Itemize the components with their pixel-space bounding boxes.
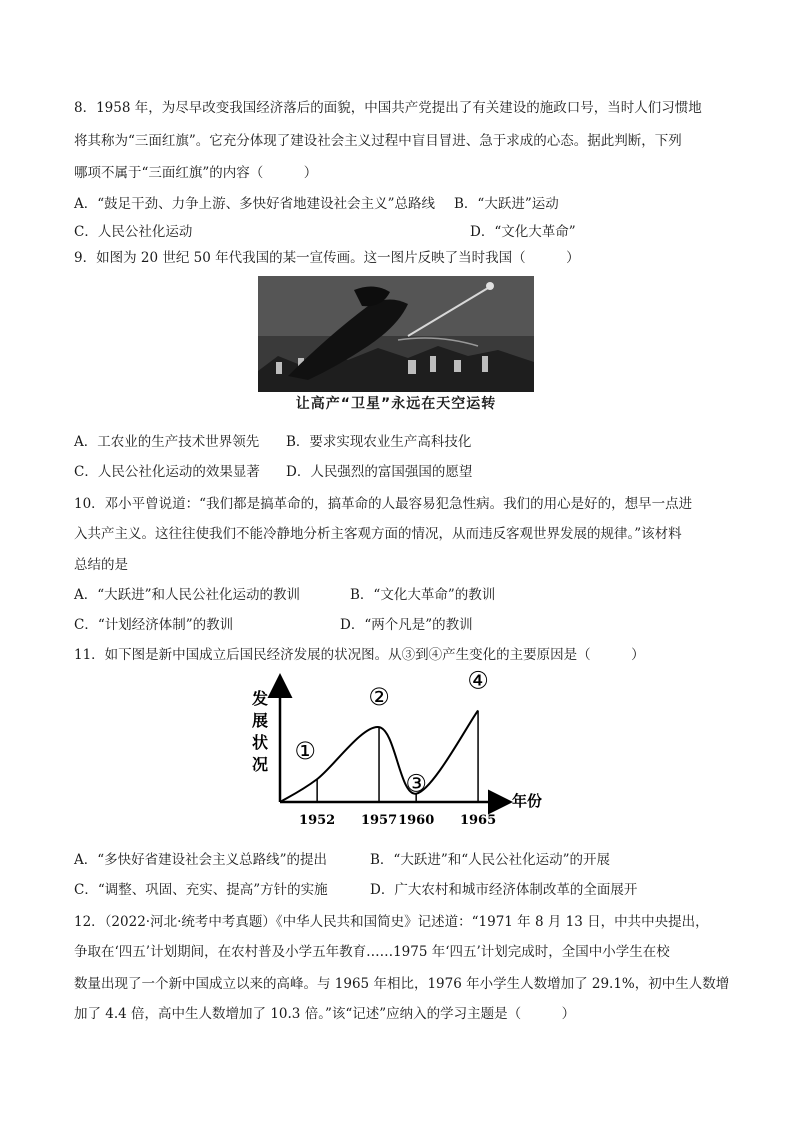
q9-option-d: D．人民强烈的富国强国的愿望 (286, 464, 473, 480)
q9-option-c: C．人民公社化运动的效果显著 (74, 464, 260, 480)
q11-option-c: C．“调整、巩固、充实、提高”方针的实施 (74, 882, 328, 898)
x-tick-label: 1960 (398, 813, 435, 828)
q12-stem-line-4: 加了 4.4 倍，高中生人数增加了 10.3 倍。”该“记述”应纳入的学习主题是（ ） (74, 1006, 576, 1022)
q12-stem-line-1: 12．（2022·河北·统考中考真题）《中华人民共和国简史》记述道：“1971 年 8 月 13 日，中共中央提出， (74, 914, 709, 930)
q10-option-c: C．“计划经济体制”的教训 (74, 617, 234, 633)
poster-caption: 让高产“卫星”永远在天空运转 (295, 396, 497, 412)
y-axis-label-char: 展 (252, 711, 269, 730)
q11-stem-line-1: 11．如下图是新中国成立后国民经济发展的状况图。从③到④产生变化的主要原因是（ ） (74, 647, 645, 663)
stage-marker: ② (368, 683, 390, 712)
q8-stem-line-2: 将其称为“三面红旗”。它充分体现了建设社会主义过程中盲目冒进、急于求成的心态。据此判断，下列 (74, 133, 682, 149)
stage-marker: ④ (467, 668, 489, 695)
stage-marker: ① (294, 737, 316, 766)
y-axis-label-char: 况 (252, 755, 269, 774)
q11-option-b: B．“大跃进”和“人民公社化运动”的开展 (370, 852, 611, 868)
y-axis-label (251, 689, 268, 774)
stage-marker: ③ (405, 769, 427, 798)
y-axis-label-char: 状 (252, 733, 269, 752)
q8-stem-line-3: 哪项不属于“三面红旗”的内容（ ） (74, 165, 318, 181)
q11-option-d: D．广大农村和城市经济体制改革的全面展开 (370, 882, 638, 898)
q10-stem-line-1: 10．邓小平曾说道：“我们都是搞革命的，搞革命的人最容易犯急性病。我们的用心是好的，想早一点进 (74, 496, 693, 512)
q8-stem-line-1: 8．1958 年，为尽早改变我国经济落后的面貌，中国共产党提出了有关建设的施政口号，当时人们习惯地 (74, 100, 702, 116)
q9-option-b: B．要求实现农业生产高科技化 (286, 434, 472, 450)
q12-stem-line-3: 数量出现了一个新中国成立以来的高峰。与 1965 年相比，1976 年小学生人数增加了 29.1%，初中生人数增 (74, 976, 730, 992)
q10-stem-line-2: 入共产主义。这往往使我们不能冷静地分析主客观方面的情况，从而违反客观世界发展的规律。”该材料 (74, 526, 682, 542)
q9-option-a: A．工农业的生产技术世界领先 (74, 434, 260, 450)
q8-option-b: B．“大跃进”运动 (454, 196, 559, 212)
q11-option-a: A．“多快好省建设社会主义总路线”的提出 (74, 852, 328, 868)
x-axis-label: 年份 (512, 792, 543, 810)
q10-option-d: D．“两个凡是”的教训 (340, 617, 473, 633)
q8-option-c: C．人民公社化运动 (74, 224, 193, 240)
economy-development-chart (250, 668, 560, 838)
x-tick-label: 1952 (299, 813, 336, 828)
x-tick-label: 1957 (360, 813, 398, 828)
q8-option-d: D．“文化大革命” (470, 224, 576, 240)
x-tick-label: 1965 (459, 813, 497, 828)
propaganda-poster-image (258, 276, 534, 392)
q10-option-a: A．“大跃进”和人民公社化运动的教训 (74, 587, 301, 603)
q8-option-a: A．“鼓足干劲、力争上游、多快好省地建设社会主义”总路线 (74, 196, 436, 212)
q10-stem-line-3: 总结的是 (74, 557, 128, 573)
q12-stem-line-2: 争取在‘四五’计划期间，在农村普及小学五年教育……1975 年‘四五’计划完成时，全国中小学生在校 (74, 944, 670, 960)
q9-stem-line-1: 9．如图为 20 世纪 50 年代我国的某一宣传画。这一图片反映了当时我国（ ） (74, 250, 580, 266)
y-axis-label-char: 发 (252, 689, 269, 708)
q10-option-b: B．“文化大革命”的教训 (350, 587, 496, 603)
